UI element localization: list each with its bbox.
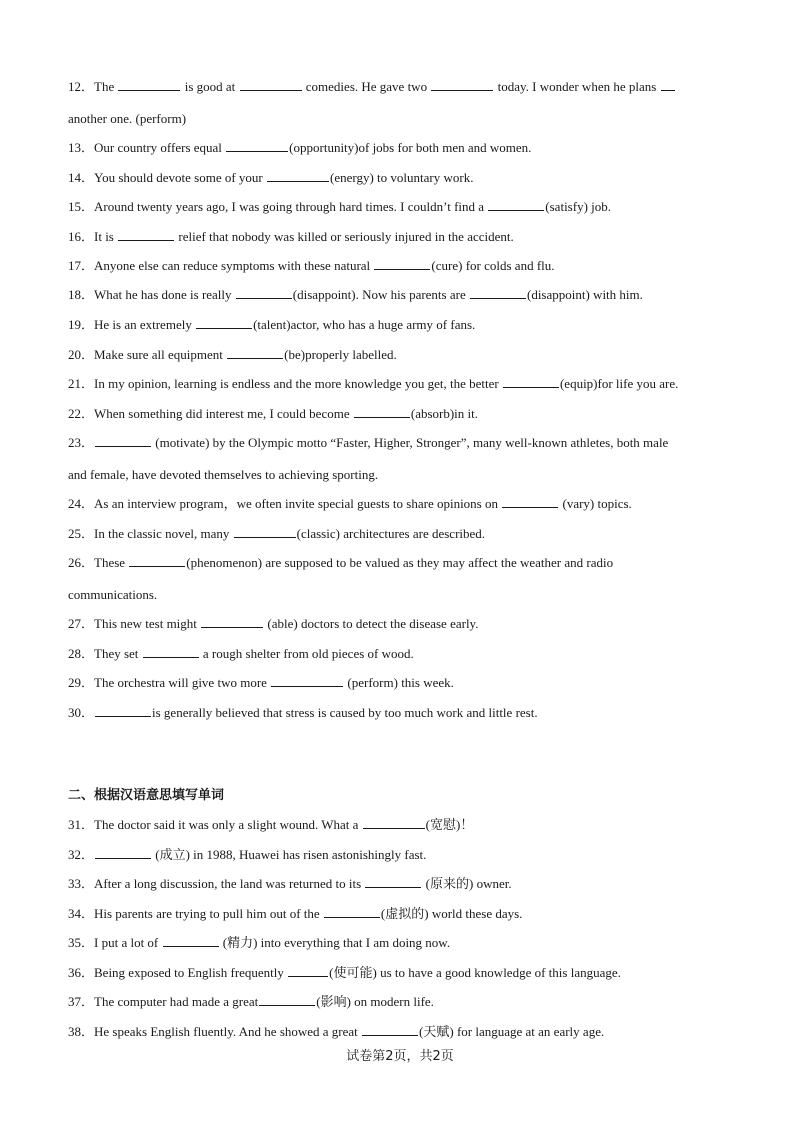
answer-blank[interactable]	[240, 78, 302, 91]
question-text: (disappoint) with him.	[526, 287, 643, 302]
question-line	[68, 934, 450, 952]
question-text: (影响) on modern life.	[316, 994, 434, 1009]
answer-blank[interactable]	[661, 78, 675, 91]
question-line	[68, 405, 478, 423]
question-line	[68, 346, 397, 364]
question-text: (motivate) by the Olympic motto “Faster, Higher, Stronger”, many well-known athletes, both male	[152, 435, 669, 450]
question-text: communications.	[68, 587, 158, 602]
question-text: (classic) architectures are described.	[296, 526, 486, 541]
question-text: 25．In the classic novel, many	[68, 526, 233, 541]
question-text: 19．He is an extremely	[68, 317, 196, 332]
answer-blank[interactable]	[271, 674, 343, 687]
question-line	[68, 1023, 604, 1041]
question-line	[68, 286, 643, 304]
question-text: (原来的) owner.	[422, 876, 512, 891]
question-text: another one. (perform)	[68, 111, 187, 126]
question-text: (精力) into everything that I am doing now.	[219, 935, 451, 950]
question-text: 24．As an interview program，we often invite special guests to share opinions on	[68, 496, 502, 511]
section-heading: 二、根据汉语意思填写单词	[68, 788, 225, 803]
question-text: (be)properly labelled.	[284, 347, 397, 362]
answer-blank[interactable]	[431, 78, 493, 91]
question-line	[68, 674, 454, 692]
answer-blank[interactable]	[288, 964, 328, 977]
question-text: (disappoint). Now his parents are	[292, 287, 469, 302]
question-text: is generally believed that stress is caused by too much work and little rest.	[152, 705, 538, 720]
answer-blank[interactable]	[118, 228, 174, 241]
question-text: 32．	[68, 847, 95, 862]
question-line	[68, 257, 555, 275]
question-line	[68, 993, 434, 1011]
question-text: (equip)for life you are.	[559, 376, 679, 391]
answer-blank[interactable]	[365, 875, 421, 888]
question-text: relief that nobody was killed or seriously injured in the accident.	[175, 229, 514, 244]
answer-blank[interactable]	[226, 139, 288, 152]
question-line	[68, 875, 512, 893]
question-line	[68, 139, 531, 157]
answer-blank[interactable]	[363, 816, 425, 829]
answer-blank[interactable]	[163, 934, 219, 947]
page-footer: 试卷第2页，共2页	[346, 1049, 454, 1064]
question-line	[68, 846, 426, 864]
answer-blank[interactable]	[503, 375, 559, 388]
question-text: 38．He speaks English fluently. And he showed a great	[68, 1024, 362, 1039]
question-text: 12．The	[68, 79, 118, 94]
question-text: comedies. He gave two	[302, 79, 431, 94]
answer-blank[interactable]	[196, 316, 252, 329]
answer-blank[interactable]	[374, 257, 430, 270]
question-text: 21．In my opinion, learning is endless and the more knowledge you get, the better	[68, 376, 502, 391]
answer-blank[interactable]	[259, 993, 315, 1006]
question-text: a rough shelter from old pieces of wood.	[199, 646, 414, 661]
question-text: (使可能) us to have a good knowledge of this language.	[329, 965, 621, 980]
answer-blank[interactable]	[234, 525, 296, 538]
answer-blank[interactable]	[470, 286, 526, 299]
question-text: 26．These	[68, 555, 129, 570]
question-line	[68, 615, 478, 633]
question-text: 16．It is	[68, 229, 118, 244]
question-line	[68, 586, 157, 604]
answer-blank[interactable]	[362, 1023, 418, 1036]
answer-blank[interactable]	[236, 286, 292, 299]
question-text: 14．You should devote some of your	[68, 170, 267, 185]
question-text: (energy) to voluntary work.	[330, 170, 474, 185]
question-text: (宽慰)！	[425, 817, 474, 832]
question-text: 31．The doctor said it was only a slight wound. What a	[68, 817, 362, 832]
question-text: 13．Our country offers equal	[68, 140, 226, 155]
question-text: 34．His parents are trying to pull him out of the	[68, 906, 323, 921]
question-text: 15．Around twenty years ago, I was going through hard times. I couldn’t find a	[68, 199, 488, 214]
question-line	[68, 645, 414, 663]
answer-blank[interactable]	[227, 346, 283, 359]
question-text: 29．The orchestra will give two more	[68, 675, 271, 690]
question-text: 17．Anyone else can reduce symptoms with these natural	[68, 258, 374, 273]
question-text: 30．	[68, 705, 95, 720]
question-line	[68, 434, 668, 452]
question-text: 23．	[68, 435, 95, 450]
question-text: (opportunity)of jobs for both men and women.	[289, 140, 532, 155]
question-line	[68, 554, 613, 572]
question-text: (perform) this week.	[344, 675, 454, 690]
question-text: (phenomenon) are supposed to be valued as they may affect the weather and radio	[186, 555, 614, 570]
question-text: 27．This new test might	[68, 616, 201, 631]
answer-blank[interactable]	[267, 169, 329, 182]
question-text: (satisfy) job.	[545, 199, 612, 214]
question-text: 22．When something did interest me, I could become	[68, 406, 353, 421]
answer-blank[interactable]	[488, 198, 544, 211]
question-text: (cure) for colds and flu.	[431, 258, 555, 273]
question-line	[68, 228, 514, 246]
question-text: 33．After a long discussion, the land was returned to its	[68, 876, 365, 891]
question-text: (天赋) for language at an early age.	[419, 1024, 605, 1039]
answer-blank[interactable]	[95, 846, 151, 859]
answer-blank[interactable]	[201, 615, 263, 628]
question-line	[68, 525, 485, 543]
question-text: and female, have devoted themselves to achieving sporting.	[68, 467, 379, 482]
question-line	[68, 169, 473, 187]
answer-blank[interactable]	[129, 554, 185, 567]
question-line	[68, 816, 473, 834]
question-text: 37．The computer had made a great	[68, 994, 259, 1009]
answer-blank[interactable]	[502, 495, 558, 508]
answer-blank[interactable]	[118, 78, 180, 91]
question-line	[68, 964, 621, 982]
question-text: (成立) in 1988, Huawei has risen astonishingly fast.	[152, 847, 427, 862]
question-line	[68, 110, 186, 128]
question-line	[68, 198, 611, 216]
answer-blank[interactable]	[95, 704, 151, 717]
answer-blank[interactable]	[95, 434, 151, 447]
question-line	[68, 78, 676, 96]
question-text: (talent)actor, who has a huge army of fans.	[253, 317, 476, 332]
question-text: 36．Being exposed to English frequently	[68, 965, 288, 980]
question-line	[68, 704, 538, 722]
question-line	[68, 316, 475, 334]
question-line	[68, 375, 678, 393]
question-text: is good at	[181, 79, 239, 94]
question-line	[68, 466, 378, 484]
question-text: (absorb)in it.	[410, 406, 479, 421]
question-line	[68, 495, 632, 513]
answer-blank[interactable]	[324, 905, 380, 918]
question-text: today. I wonder when he plans	[494, 79, 660, 94]
question-text: 35．I put a lot of	[68, 935, 162, 950]
question-line	[68, 905, 522, 923]
answer-blank[interactable]	[354, 405, 410, 418]
question-text: 28．They set	[68, 646, 142, 661]
question-text: 18．What he has done is really	[68, 287, 235, 302]
question-text: 20．Make sure all equipment	[68, 347, 227, 362]
question-text: (able) doctors to detect the disease early.	[264, 616, 479, 631]
question-text: (vary) topics.	[559, 496, 632, 511]
question-text: (虚拟的) world these days.	[380, 906, 523, 921]
answer-blank[interactable]	[143, 645, 199, 658]
